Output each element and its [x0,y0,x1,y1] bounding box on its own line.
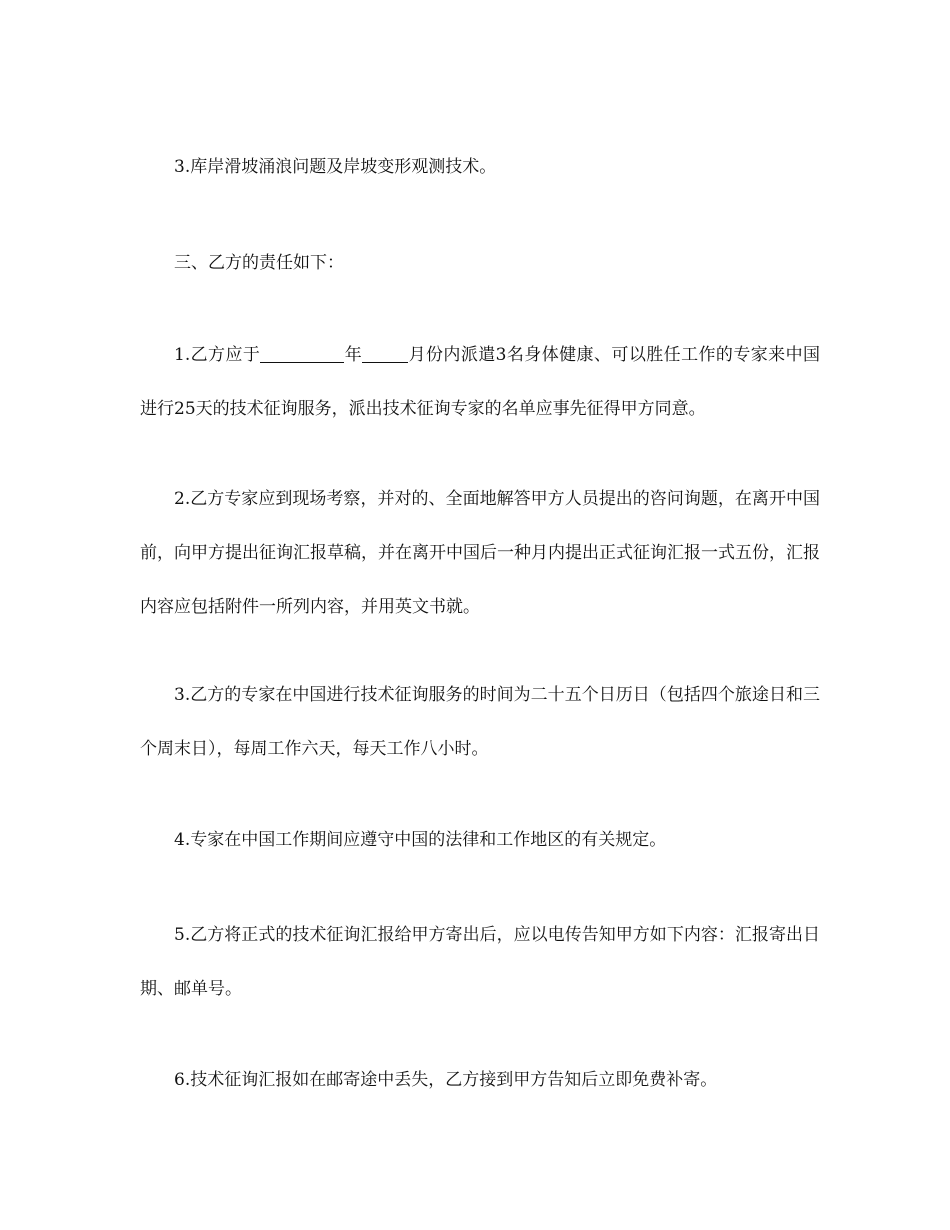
paragraph-text-c: 月份内派遣3名身体健康、可以胜任工作的专家来中国进行25天的技术征询服务，派出技术征询专家的名单应事先征得甲方同意。 [140,345,820,419]
paragraph-text: 3.库岸滑坡涌浪问题及岸坡变形观测技术。 [174,157,497,177]
paragraph-text-a: 1.乙方应于 [174,345,261,365]
paragraph-text: 5.乙方将正式的技术征询汇报给甲方寄出后，应以电传告知甲方如下内容：汇报寄出日期、邮单号。 [140,925,820,999]
paragraph-text: 6.技术征询汇报如在邮寄途中丢失，乙方接到甲方告知后立即免费补寄。 [174,1070,718,1090]
paragraph-duty-3 [140,668,820,776]
paragraph-text: 2.乙方专家应到现场考察，并对的、全面地解答甲方人员提出的咨问询题，在离开中国前，向甲方提出征询汇报草稿，并在离开中国后一种月内提出正式征询汇报一式五份，汇报内容应包括附件一所列内容，并用英文书就。 [140,489,820,617]
paragraph-duty-6 [140,1053,820,1107]
paragraph-duty-1 [140,328,820,436]
paragraph-text-b: 年 [344,345,363,365]
year-blank-line [260,344,344,363]
paragraph-text: 4.专家在中国工作期间应遵守中国的法律和工作地区的有关规定。 [174,830,667,850]
paragraph-text: 3.乙方的专家在中国进行技术征询服务的时间为二十五个日历日（包括四个旅途日和三个周末日），每周工作六天，每天工作八小时。 [140,685,820,759]
paragraph-clause-3-landslide [140,140,820,194]
section-heading-text: 三、乙方的责任如下： [174,253,344,273]
section-heading-party-b-duties [140,236,820,290]
paragraph-duty-4 [140,813,820,867]
paragraph-duty-2 [140,472,820,634]
paragraph-duty-5 [140,908,820,1016]
month-blank-line [362,344,408,363]
